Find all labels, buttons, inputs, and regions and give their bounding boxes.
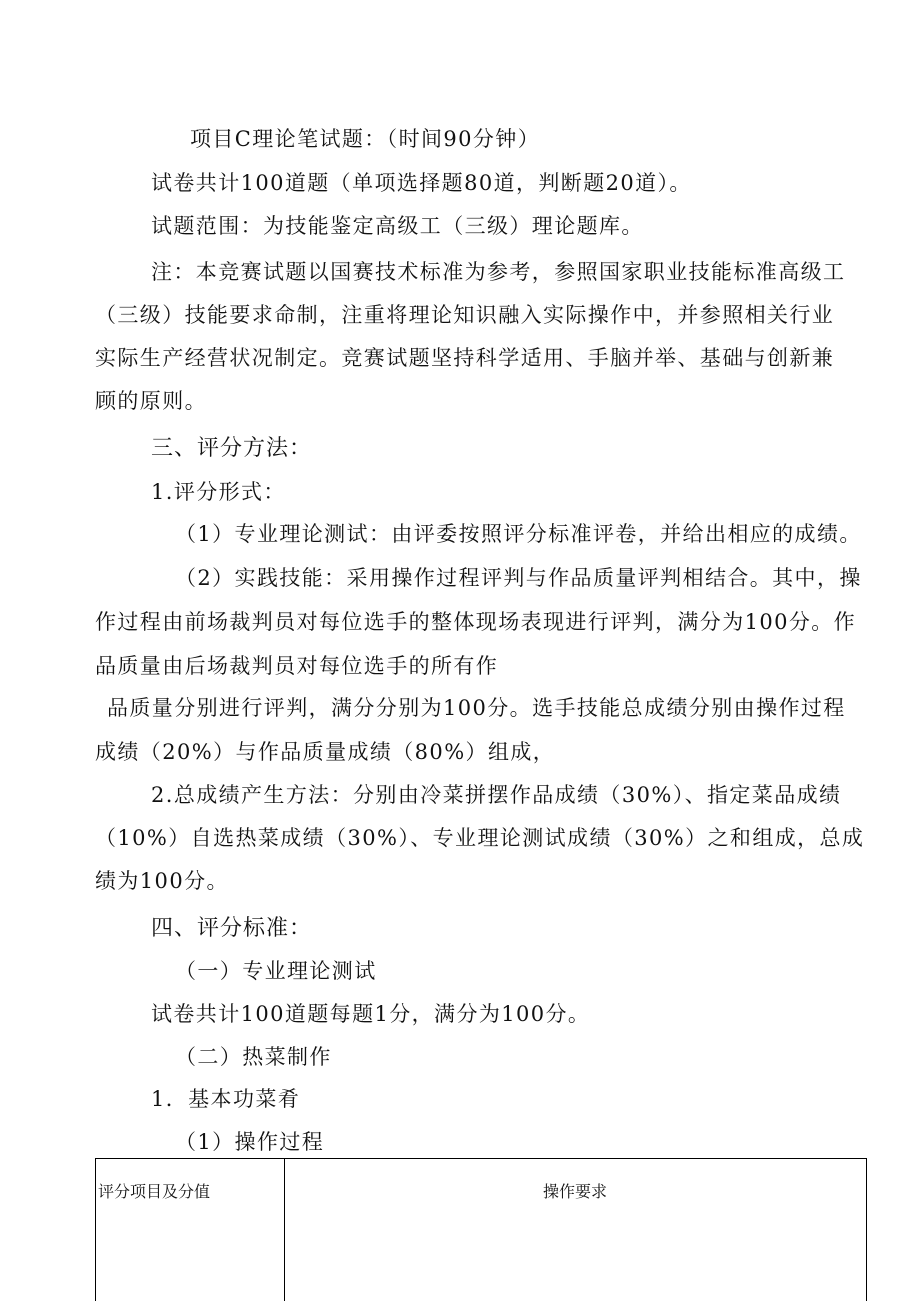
scoring-sub-2-line: 品质量由后场裁判员对每位选手的所有作 xyxy=(95,654,499,678)
theory-test-title: （一）专业理论测试 xyxy=(175,959,377,983)
section-c-count: 试卷共计100道题（单项选择题80道，判断题20道）。 xyxy=(151,171,692,195)
operation-requirement-header: 操作要求 xyxy=(542,1182,607,1201)
basic-skill-item: 1．基本功菜肴 xyxy=(151,1087,301,1111)
scoring-sub-1: （1）专业理论测试：由评委按照评分标准评卷，并给出相应的成绩。 xyxy=(175,522,862,546)
theory-test-text: 试卷共计100道题每题1分，满分为100分。 xyxy=(151,1002,591,1026)
scoring-sub-2-line: 作过程由前场裁判员对每位选手的整体现场表现进行评判，满分为100分。作 xyxy=(95,610,857,634)
section-c-title: 项目C理论笔试题：（时间90分钟） xyxy=(190,127,541,151)
section-3-heading: 三、评分方法： xyxy=(151,436,313,461)
note-line: （三级）技能要求命制，注重将理论知识融入实际操作中，并参照相关行业 xyxy=(95,303,835,327)
hot-dish-title: （二）热菜制作 xyxy=(175,1045,332,1069)
scoring-sub-2-line: 品质量分别进行评判，满分分别为100分。选手技能总成绩分别由操作过程 xyxy=(107,696,846,720)
total-score-line: 绩为100分。 xyxy=(95,869,229,893)
scoring-sub-2-line: 成绩（20%）与作品质量成绩（80%）组成， xyxy=(95,740,556,764)
scoring-sub-2-line: （2）实践技能：采用操作过程评判与作品质量评判相结合。其中，操 xyxy=(175,566,862,590)
section-4-heading: 四、评分标准： xyxy=(151,916,313,941)
note-line: 实际生产经营状况制定。竞赛试题坚持科学适用、手脑并举、基础与创新兼 xyxy=(95,346,835,370)
table-header-cell xyxy=(284,1159,866,1301)
total-score-line: 2.总成绩产生方法：分别由冷菜拼摆作品成绩（30%）、指定菜品成绩 xyxy=(151,783,842,807)
scoring-form-item: 1.评分形式： xyxy=(151,480,286,504)
scoring-table xyxy=(95,1158,867,1301)
score-item-header: 评分项目及分值 xyxy=(98,1182,211,1201)
operation-process-item: （1）操作过程 xyxy=(175,1130,325,1154)
section-c-scope: 试题范围：为技能鉴定高级工（三级）理论题库。 xyxy=(151,214,644,238)
note-line: 注：本竞赛试题以国赛技术标准为参考，参照国家职业技能标准高级工 xyxy=(151,260,846,284)
total-score-line: （10%）自选热菜成绩（30%）、专业理论测试成绩（30%）之和组成，总成 xyxy=(95,826,865,850)
note-line: 顾的原则。 xyxy=(95,389,207,413)
table-header-cell xyxy=(96,1159,285,1301)
